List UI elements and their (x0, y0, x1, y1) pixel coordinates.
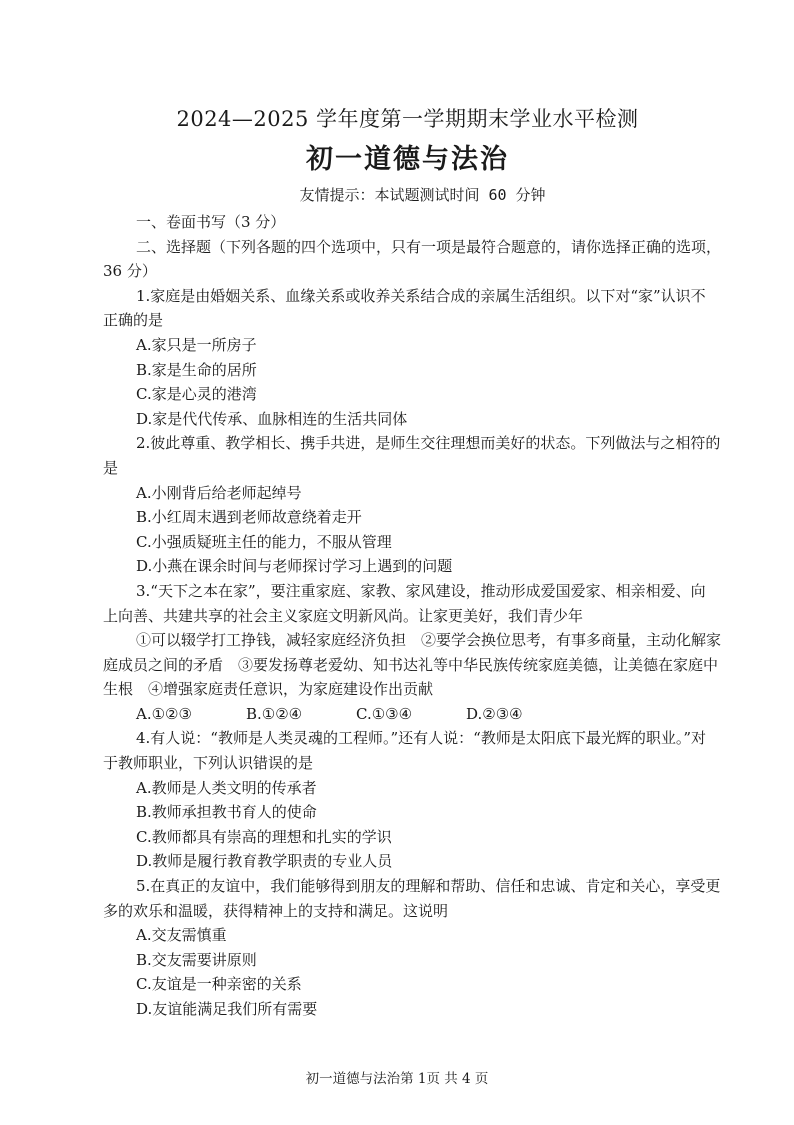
option-d: D.②③④ (466, 704, 523, 723)
option-c: C.小强质疑班主任的能力，不服从管理 (136, 532, 392, 551)
option-d: D.家是代代传承、血脉相连的生活共同体 (136, 409, 408, 428)
section-1-heading: 一、卷面书写（3 分） (136, 213, 286, 231)
question-stem-cont: 多的欢乐和温暖，获得精神上的支持和满足。这说明 (103, 901, 449, 920)
option-c: C.教师都具有崇高的理想和扎实的学识 (136, 827, 392, 846)
option-a: A.家只是一所房子 (136, 335, 257, 354)
option-b: B.小红周末遇到老师故意绕着走开 (136, 508, 362, 527)
question-3 (103, 579, 722, 727)
option-a: A.①②③ (136, 704, 192, 723)
question-5 (103, 874, 721, 1022)
section-2-heading-cont: 36 分） (103, 262, 157, 281)
option-a: A.交友需慎重 (136, 926, 227, 945)
option-d: D.教师是履行教育教学职责的专业人员 (136, 852, 393, 871)
subject-title: 初一道德与法治 (306, 144, 509, 175)
question-stem-cont: 正确的是 (103, 311, 164, 330)
option-b: B.家是生命的居所 (136, 360, 257, 379)
question-stem: 2.彼此尊重、教学相长、携手共进，是师生交往理想而美好的状态。下列做法与之相符的 (136, 434, 721, 453)
page-footer: 初一道德与法治第 1页 共 4 页 (305, 1071, 489, 1087)
exam-title: 2024—2025 学年度第一学期期末学业水平检测 (176, 107, 639, 131)
option-b: B.①②④ (246, 704, 303, 723)
option-c: C.①③④ (356, 704, 413, 723)
option-b: B.教师承担教书育人的使命 (136, 803, 317, 822)
exam-content (103, 210, 722, 1022)
question-2 (103, 431, 721, 579)
option-d: D.小燕在课余时间与老师探讨学习上遇到的问题 (136, 557, 453, 576)
question-stem-cont: 上向善、共建共享的社会主义家庭文明新风尚。让家更美好，我们青少年 (103, 606, 584, 625)
question-stem-cont: 是 (103, 458, 119, 477)
option-a: A.小刚背后给老师起绰号 (136, 483, 302, 502)
section-2-heading: 二、选择题（下列各题的四个选项中，只有一项是最符合题意的，请你选择正确的选项， (136, 237, 722, 256)
option-d: D.友谊能满足我们所有需要 (136, 1000, 318, 1018)
option-row (103, 702, 712, 727)
question-4 (103, 726, 712, 874)
statement-list-cont: 生根 ④增强家庭责任意识，为家庭建设作出贡献 (103, 680, 434, 699)
statement-list-cont: 庭成员之间的矛盾 ③要发扬尊老爱幼、知书达礼等中华民族传统家庭美德，让美德在家庭中 (103, 655, 719, 674)
question-stem: 5.在真正的友谊中，我们能够得到朋友的理解和帮助、信任和忠诚、肯定和关心，享受更 (136, 877, 721, 896)
option-b: B.交友需要讲原则 (136, 950, 257, 969)
question-stem: 3.“天下之本在家”，要注重家庭、家教、家风建设，推动形成爱国爱家、相亲相爱、向 (136, 581, 706, 600)
question-stem: 1.家庭是由婚姻关系、血缘关系或收养关系结合成的亲属生活组织。以下对“家”认识不 (136, 286, 706, 305)
question-1 (103, 284, 712, 432)
tip-text: 友情提示：本试题测试时间 60 分钟 (299, 186, 546, 204)
statement-list: ①可以辍学打工挣钱，减轻家庭经济负担 ②要学会换位思考，有事多商量，主动化解家 (136, 631, 722, 650)
question-stem: 4.有人说：“教师是人类灵魂的工程师。”还有人说：“教师是太阳底下最光辉的职业。”对 (136, 729, 706, 748)
option-a: A.教师是人类文明的传承者 (136, 778, 317, 797)
option-c: C.家是心灵的港湾 (136, 385, 257, 404)
option-c: C.友谊是一种亲密的关系 (136, 975, 302, 994)
question-stem-cont: 于教师职业，下列认识错误的是 (103, 754, 314, 773)
